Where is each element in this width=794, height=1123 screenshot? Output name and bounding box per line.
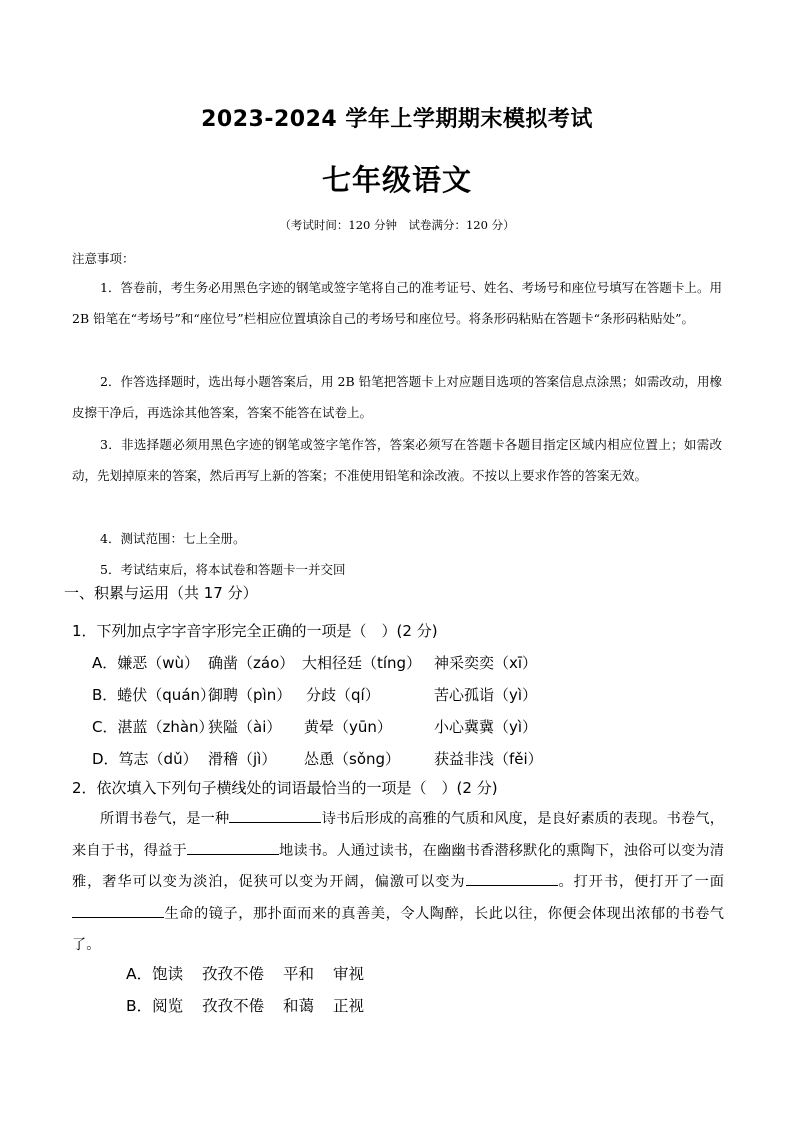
option-word: B．蜷伏（quán）: [92, 686, 216, 704]
option-word: A．嫌恶（wù）: [92, 654, 200, 672]
question-1-stem: 1．下列加点字字音字形完全正确的一项是（ ）(2 分): [72, 622, 438, 640]
option-word: 小心冀冀（yì）: [434, 718, 538, 736]
passage-text: 所谓书卷气，是一种: [100, 811, 230, 827]
fill-blank: [229, 808, 321, 823]
passage-text: 诗书后形成的高雅的气质和风度，是良好素质的表现。书卷气，来自于书，得益于: [72, 811, 724, 859]
answer-word: A．饱读: [126, 965, 184, 983]
option-word: 分歧（qí）: [306, 686, 380, 704]
option-word: C．湛蓝（zhàn）: [92, 718, 214, 736]
note-text: 1．答卷前，考生务必用黑色字迹的钢笔或签字笔将自己的准考证号、姓名、考场号和座位号填写在答题卡上。用 2B 铅笔在“考场号”和“座位号”栏相应位置填涂自己的考场号和座位号。将条形码粘贴在答题卡“条形码粘贴处”。: [72, 280, 722, 326]
exam-title: 2023-2024 学年上学期期末模拟考试: [201, 107, 593, 132]
note-item-1: [72, 272, 722, 334]
option-word: 大相径廷（tíng）: [302, 654, 422, 672]
note-item-3: [72, 429, 722, 491]
note-item-2: [72, 366, 722, 428]
note-item-5: [72, 554, 722, 585]
option-word: 确凿（záo）: [208, 654, 295, 672]
answer-word: 孜孜不倦: [202, 965, 265, 983]
note-item-4: [72, 523, 722, 554]
notes-heading: 注意事项：: [72, 251, 135, 266]
q2-passage: [72, 804, 724, 962]
option-word: 苦心孤诣（yì）: [434, 686, 538, 704]
q2-option-b: [126, 994, 378, 1016]
fill-blank: [72, 903, 164, 918]
option-word: 神采奕奕（xī）: [434, 654, 538, 672]
option-word: 黄晕（yūn）: [304, 718, 392, 736]
passage-text: 。打开书，便打开了一面: [557, 874, 724, 890]
option-word: D．笃志（dǔ）: [92, 750, 198, 768]
answer-word: 孜孜不倦: [202, 997, 265, 1015]
exam-info: （考试时间：120 分钟 试卷满分：120 分）: [279, 218, 515, 232]
passage-text: 地读书。人通过读书，在幽幽书香潜移默化的熏陶下，浊俗可以变为清雅，奢华可以变为淡泊，促狭可以变为开阔，偏激可以变为: [72, 842, 724, 890]
answer-word: 正视: [332, 997, 364, 1015]
section-heading: 一、积累与运用（共 17 分）: [64, 584, 258, 602]
q2-option-a: [126, 962, 378, 984]
question-2-stem: 2．依次填入下列句子横线处的词语最恰当的一项是（ ）(2 分): [72, 779, 498, 797]
option-word: 怂恿（sǒng）: [304, 750, 401, 768]
option-word: 获益非浅（fěi）: [434, 750, 543, 768]
option-word: 御聘（pìn）: [208, 686, 292, 704]
option-word: 滑稽（jì）: [208, 750, 277, 768]
fill-blank: [466, 871, 558, 886]
answer-word: 审视: [332, 965, 364, 983]
option-word: 狭隘（ài）: [208, 718, 282, 736]
note-text: 5．考试结束后，将本试卷和答题卡一并交回: [100, 562, 346, 577]
note-text: 4．测试范围：七上全册。: [100, 531, 246, 546]
note-text: 2．作答选择题时，选出每小题答案后，用 2B 铅笔把答题卡上对应题目选项的答案信息点涂黑；如需改动，用橡皮擦干净后，再选涂其他答案，答案不能答在试卷上。: [72, 374, 722, 420]
answer-word: 平和: [283, 965, 315, 983]
answer-word: 和蔼: [283, 997, 315, 1015]
passage-text: 生命的镜子，那扑面而来的真善美，令人陶醉，长此以往，你便会体现出浓郁的书卷气了。: [72, 905, 724, 953]
answer-word: B．阅览: [126, 997, 184, 1015]
note-text: 3．非选择题必须用黑色字迹的钢笔或签字笔作答，答案必须写在答题卡各题目指定区域内相应位置上；如需改动，先划掉原来的答案，然后再写上新的答案；不准使用铅笔和涂改液。不按以上要求作答的答案无效。: [72, 437, 722, 483]
fill-blank: [187, 840, 279, 855]
subject-title: 七年级语文: [321, 163, 472, 197]
